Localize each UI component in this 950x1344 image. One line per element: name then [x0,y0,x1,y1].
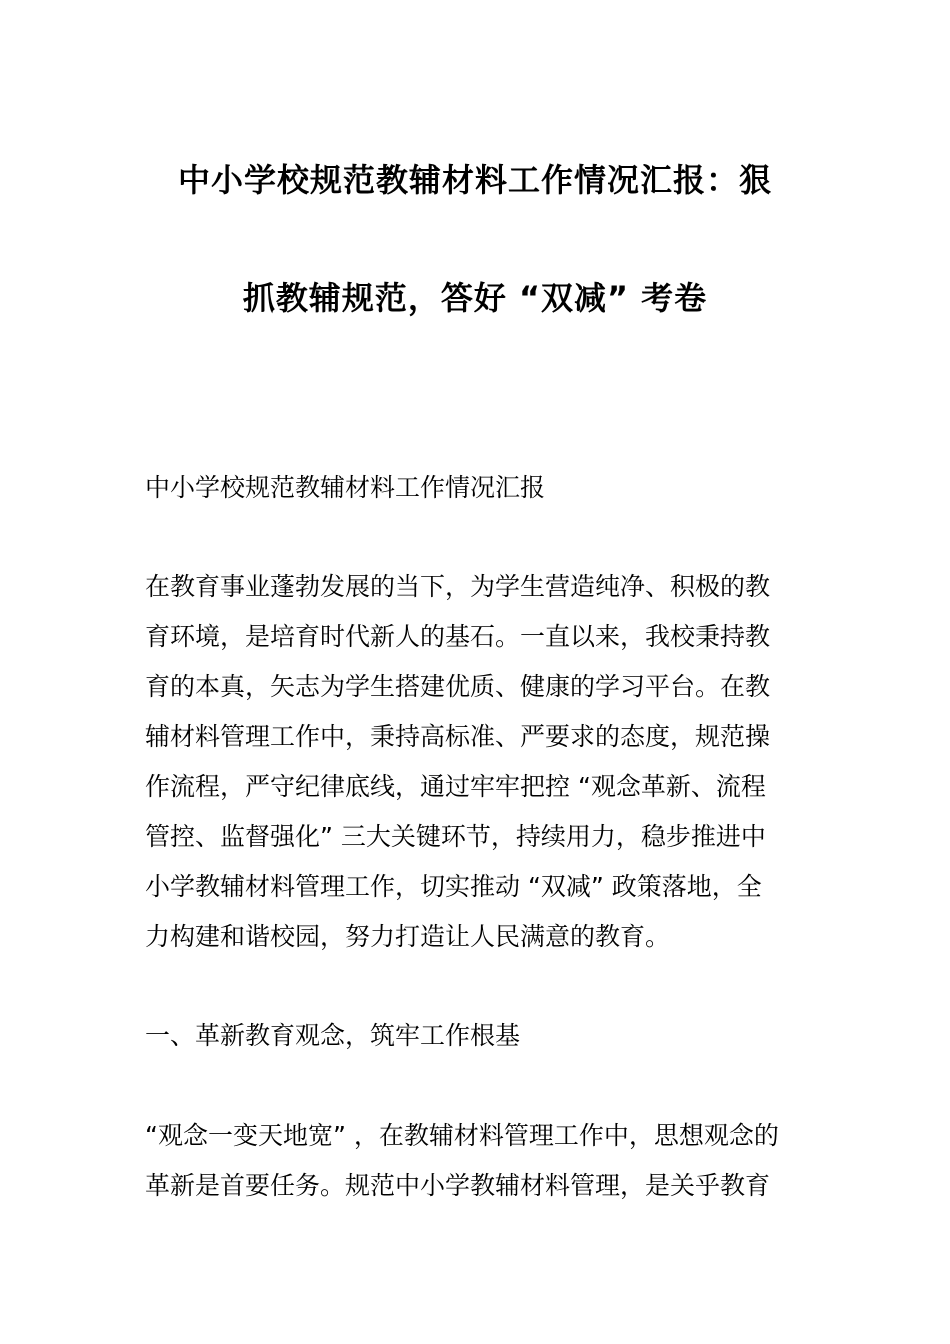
intro-paragraph-line: 育的本真，矢志为学生搭建优质、健康的学习平台。在教 [145,672,771,701]
section-paragraph-line: “观念一变天地宽” ，在教辅材料管理工作中，思想观念的 [145,1121,779,1150]
section-paragraph-line: 革新是首要任务。规范中小学教辅材料管理，是关乎教育 [145,1171,771,1200]
document-subtitle: 中小学校规范教辅材料工作情况汇报 [145,473,546,502]
intro-paragraph-line: 辅材料管理工作中，秉持高标准、严要求的态度，规范操 [145,722,771,751]
intro-paragraph-line: 育环境，是培育时代新人的基石。一直以来，我校秉持教 [145,622,771,651]
intro-paragraph-line: 管控、监督强化” 三大关键环节，持续用力，稳步推进中 [145,822,766,851]
document-title-line-2: 抓教辅规范，答好 “双减” 考卷 [242,279,708,317]
intro-paragraph-line: 力构建和谐校园，努力打造让人民满意的教育。 [145,922,671,951]
intro-paragraph-line: 小学教辅材料管理工作，切实推动 “双减” 政策落地，全 [145,872,762,901]
intro-paragraph-line: 作流程，严守纪律底线，通过牢牢把控 “观念革新、流程 [145,772,766,801]
document-title-line-1: 中小学校规范教辅材料工作情况汇报：狠 [177,161,772,199]
section-heading: 一、革新教育观念，筑牢工作根基 [145,1021,521,1050]
intro-paragraph-line: 在教育事业蓬勃发展的当下，为学生营造纯净、积极的教 [145,572,771,601]
